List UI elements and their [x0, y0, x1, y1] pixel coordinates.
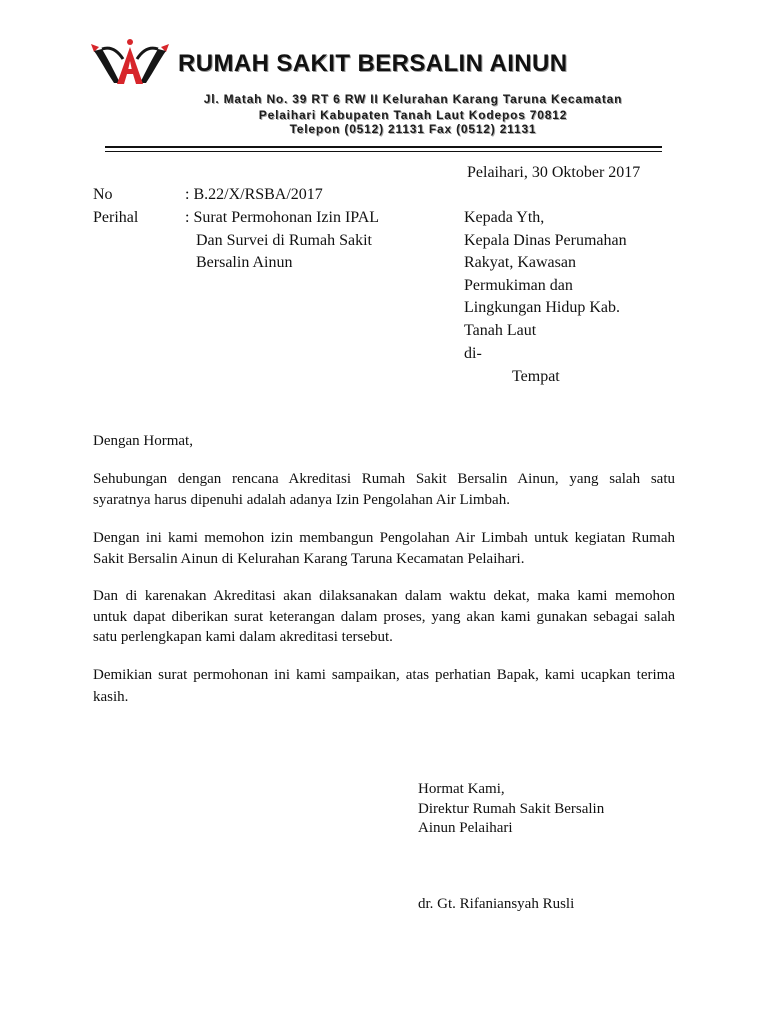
paragraph-line: Dengan ini kami memohon izin membangun Pengolahan Air Limbah untuk kegiatan Rumah — [93, 530, 675, 546]
contact-line: Telepon (0512) 21131 Fax (0512) 21131 — [289, 122, 537, 136]
subject-continuation — [196, 230, 372, 275]
recipient-line: Kepala Dinas Perumahan — [464, 231, 627, 249]
greeting: Dengan Hormat, — [93, 433, 193, 449]
closing-line: Hormat Kami, — [418, 781, 505, 797]
recipient-line: Lingkungan Hidup Kab. — [464, 299, 620, 317]
body-paragraph — [93, 664, 675, 708]
closing-line: Ainun Pelaihari — [418, 820, 513, 836]
paragraph-line: kasih. — [93, 689, 129, 705]
paragraph-line: Dan di karenakan Akreditasi akan dilaksanakan dalam waktu dekat, maka kami memohon — [93, 588, 675, 604]
paragraph-line: untuk dapat diberikan surat keterangan dalam proses, yang akan kami gunakan sebagai salah — [93, 608, 675, 625]
recipient-address — [464, 207, 627, 365]
subject-line: Bersalin Ainun — [196, 254, 293, 272]
address-line: Jl. Matah No. 39 RT 6 RW II Kelurahan Karang Taruna Kecamatan — [203, 92, 623, 106]
paragraph-line: satu perlengkapan kami dalam akreditasi tersebut. — [93, 629, 393, 645]
paragraph-line: Sehubungan dengan rencana Akreditasi Rumah Sakit Bersalin Ainun, yang salah satu — [93, 471, 675, 487]
letter-date: Pelaihari, 30 Oktober 2017 — [467, 164, 641, 181]
recipient-line: di- — [464, 344, 482, 362]
closing-line: Direktur Rumah Sakit Bersalin — [418, 800, 605, 817]
recipient-line: Tanah Laut — [464, 321, 537, 339]
letterhead-divider-thin — [105, 151, 662, 152]
paragraph-line: syaratnya harus dipenuhi adalah adanya Izin Pengolahan Air Limbah. — [93, 492, 510, 508]
letterhead-divider-thick — [105, 146, 662, 148]
signatory-name: dr. Gt. Rifaniansyah Rusli — [418, 896, 575, 912]
body-paragraph — [93, 469, 675, 511]
hospital-crown-logo-icon — [90, 37, 170, 89]
body-paragraph — [93, 586, 675, 648]
paragraph-line: Sakit Bersalin Ainun di Kelurahan Karang Taruna Kecamatan Pelaihari. — [93, 551, 525, 567]
paragraph-line: Demikian surat permohonan ini kami sampaikan, atas perhatian Bapak, kami ucapkan terima — [93, 667, 675, 683]
reference-number-label: No — [93, 186, 113, 203]
recipient-line: Kepada Yth, — [464, 209, 545, 226]
recipient-line: Rakyat, Kawasan — [464, 254, 576, 272]
closing-block — [418, 780, 604, 839]
address-line: Pelaihari Kabupaten Tanah Laut Kodepos 70812 — [258, 108, 568, 122]
recipient-line: Permukiman dan — [464, 276, 573, 294]
recipient-place: Tempat — [512, 368, 560, 385]
body-paragraph — [93, 528, 675, 570]
subject-label: Perihal — [93, 209, 139, 226]
subject-line: : Surat Permohonan Izin IPAL — [185, 209, 380, 226]
hospital-name: RUMAH SAKIT BERSALIN AINUN — [178, 50, 568, 77]
reference-number-value: : B.22/X/RSBA/2017 — [185, 186, 323, 203]
subject-line: Dan Survei di Rumah Sakit — [196, 231, 372, 249]
